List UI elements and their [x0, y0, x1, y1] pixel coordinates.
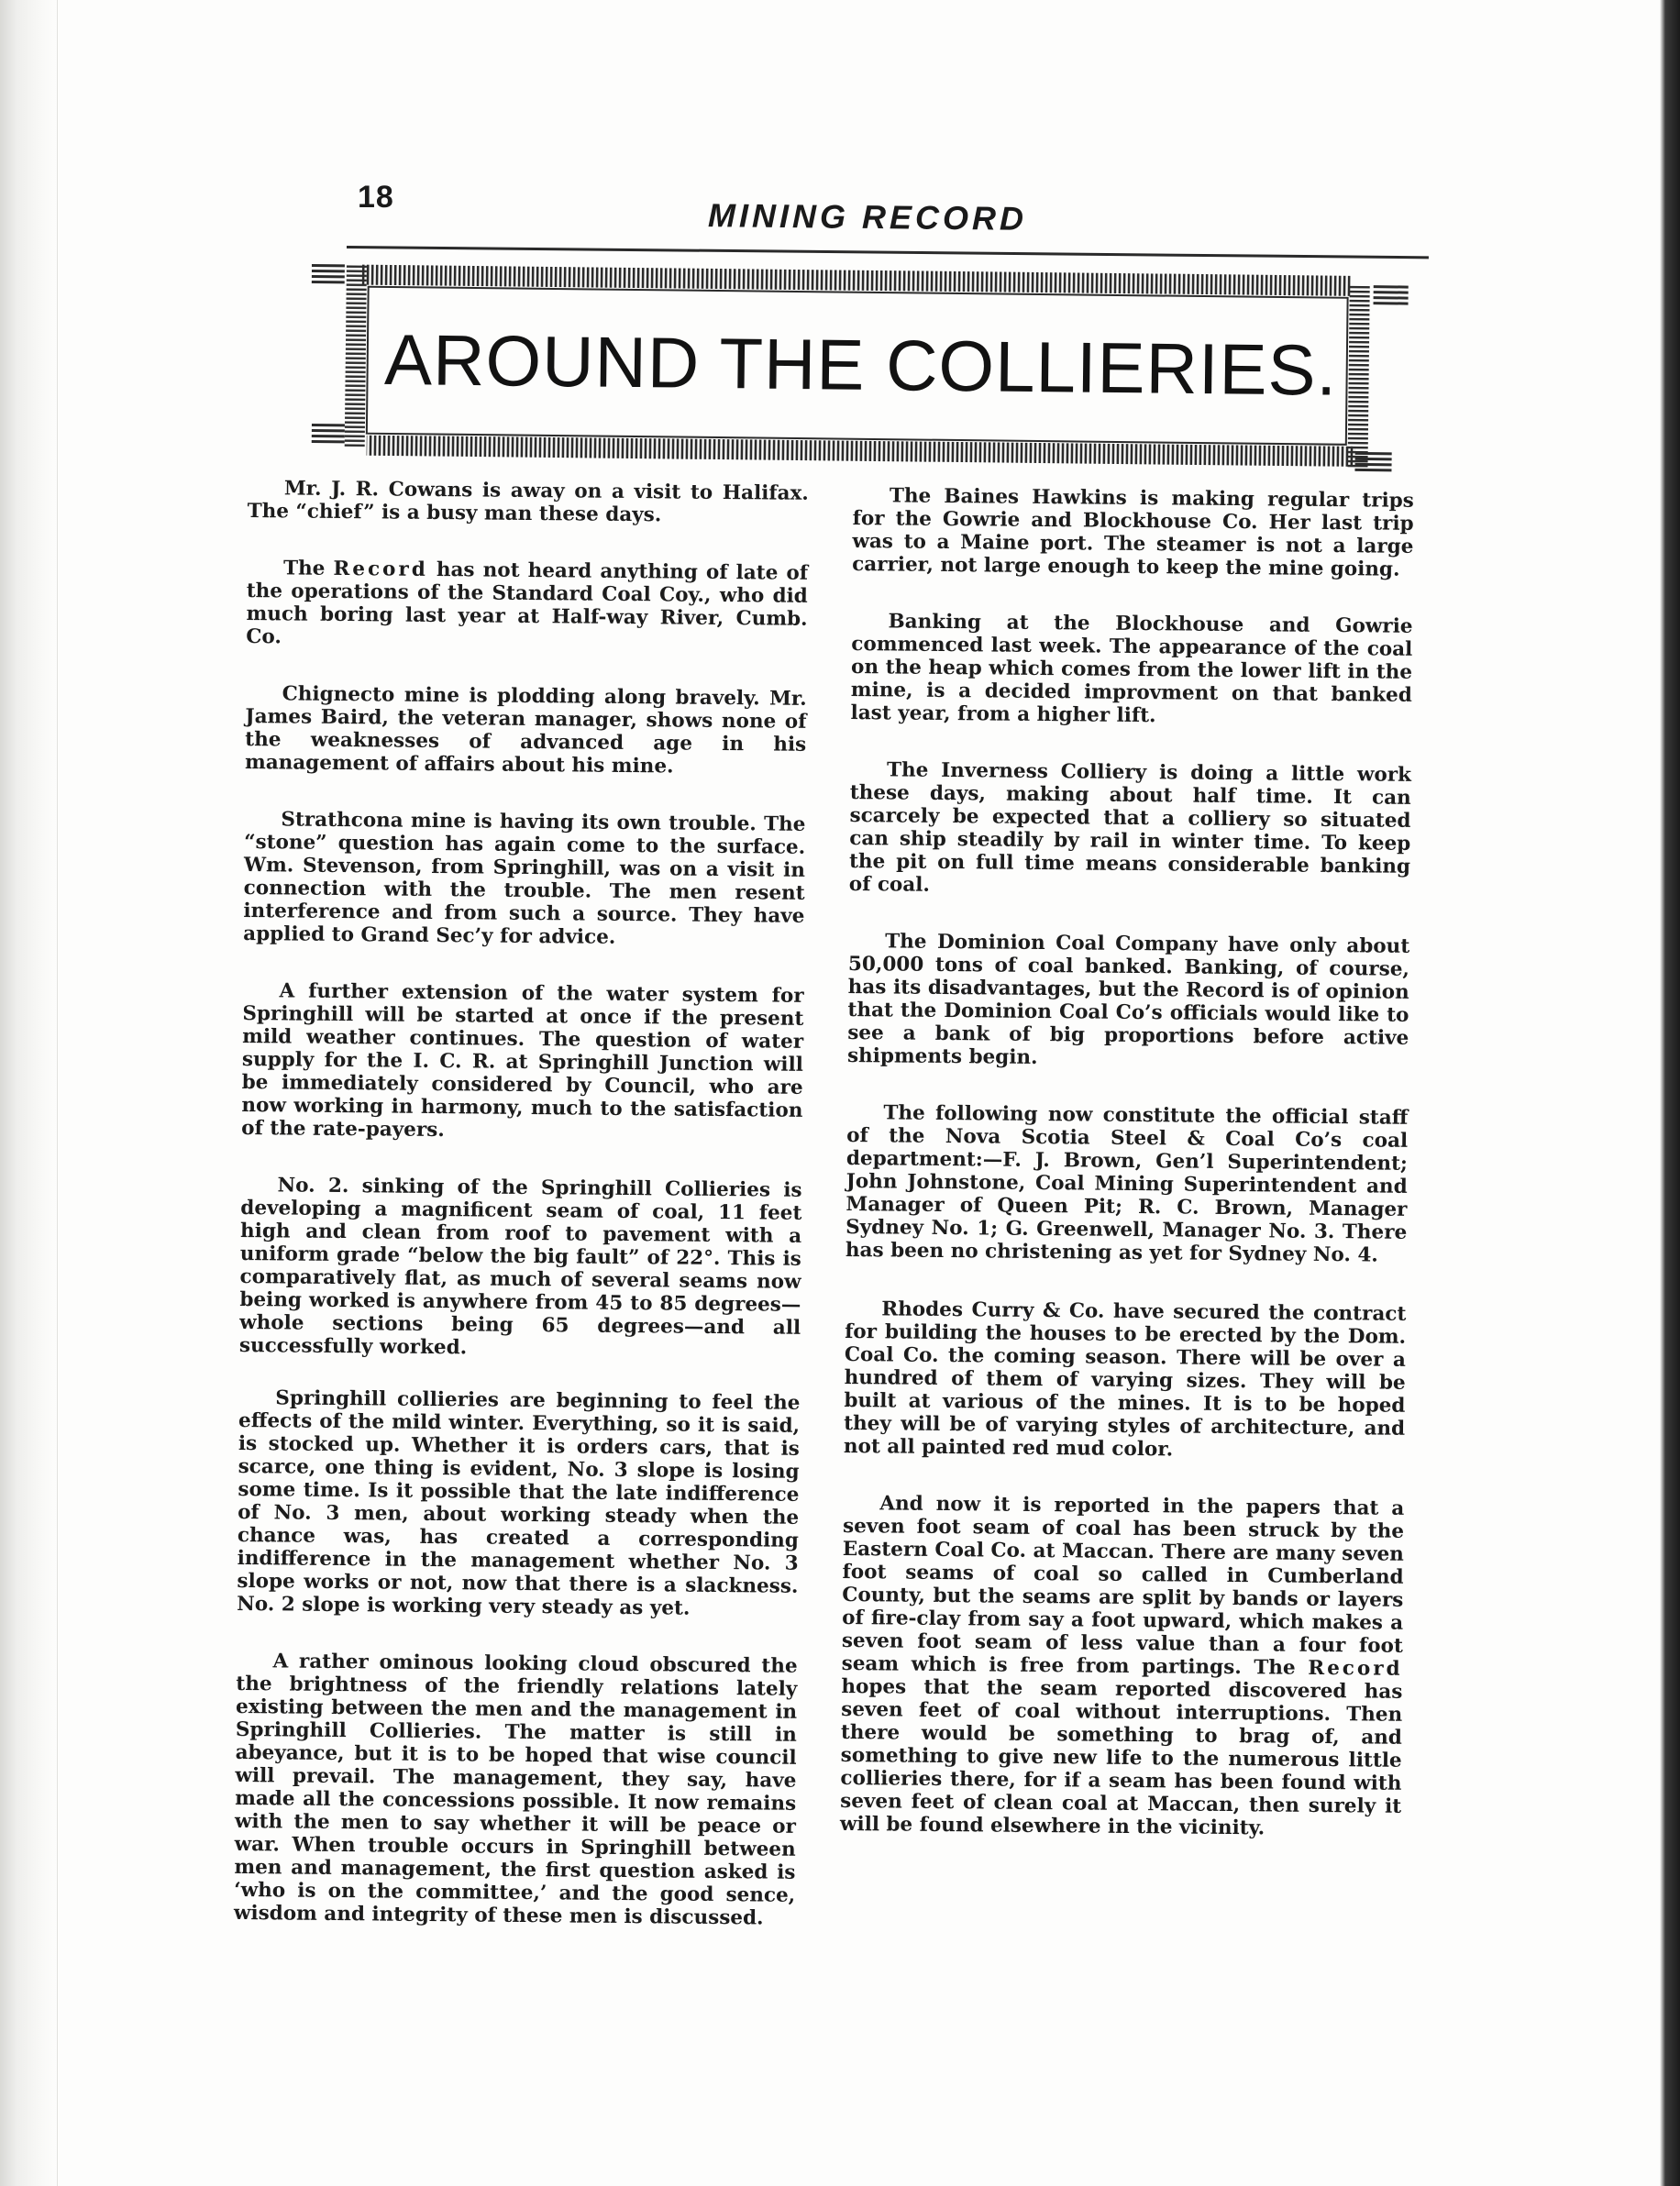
- paragraph-text: Mr. J. R. Cowans is away on a visit to Halifax. The “chief” is a busy man these days.: [247, 477, 809, 527]
- article-paragraph: [847, 930, 1409, 1073]
- paragraph-text: The following now constitute the official staff of the Nova Scotia Steel & Coal Co’s coal department:—F. J. Brown, Gen’l Superintendent; John Johnstone, Coal Mining Superintendent and Manager of Queen Pit; R. C. Brown, Manager Sydney No. 1; G. Greenwell, Manager No. 3. There has been no christening as yet for Sydney No. 4.: [845, 1101, 1409, 1267]
- binding-edge: [0, 0, 58, 2186]
- article-paragraph: [840, 1492, 1405, 1841]
- page-right-edge: [1660, 0, 1680, 2186]
- section-title: AROUND THE COLLIERIES.: [383, 318, 1338, 411]
- running-title: MINING RECORD: [707, 196, 1028, 237]
- article-paragraph: [850, 610, 1412, 730]
- paragraph-text: The Dominion Coal Company have only about 50,000 tons of coal banked. Banking, of course, has its disadvantages, but the Record is of opinion that the Dominion Coal Co’s officials would like to see a bank of big proportions before active shipments begin.: [846, 930, 1410, 1069]
- paragraph-text: Rhodes Curry & Co. have secured the contract for building the houses to be erected by the Dom. Coal Co. the coming season. There will be over a hundred of them of varying sizes. They will be built at various of the mines. It is to be hoped they will be of varying styles of architecture, and not all painted red mud color.: [843, 1297, 1407, 1462]
- paragraph-text: Chignecto mine is plodding along bravely. Mr. James Baird, the veteran manager, shows none of the weaknesses of advanced age in his management of affairs about his mine.: [244, 682, 807, 778]
- paragraph-text: The Baines Hawkins is making regular trips for the Gowrie and Blockhouse Co. Her last trip was to a Maine port. The steamer is not a large carrier, not large enough to keep the mine going.: [852, 484, 1414, 581]
- article-paragraph: [849, 758, 1411, 901]
- paragraph-text: Banking at the Blockhouse and Gowrie commenced last week. The appearance of the coal on the heap which comes from the lower lift in the mine, is a decided improvment on that banked last year, from a higher lift.: [850, 610, 1413, 728]
- article-paragraph: [846, 1101, 1409, 1267]
- article-paragraph: [246, 557, 808, 654]
- article-paragraph: [239, 1174, 802, 1363]
- article-paragraph: [241, 979, 804, 1145]
- article-paragraph: [234, 1650, 798, 1930]
- paragraph-text: Springhill collieries are beginning to feel the effects of the mild winter. Everything, so it is said, is stocked up. Whether it is orders cars, that is scarce, one thing is evident, No. 3 slope is losing some time. Is it possible that the late indifference of No. 3 men, about working steady when the chance was, has created a corresponding indifference in the management whether No. 3 slope works or not, now that there is a slackness. No. 2 slope is working very steady as yet.: [237, 1386, 801, 1620]
- right-column: [840, 484, 1414, 1841]
- paragraph-text: hopes that the seam reported discovered has seven feet of coal without interruptions. Then there would be something to brag of, and something to give new life to the numerous little collieries there, for if a seam has been found with seven feet of clean coal at Maccan, then surely it will be found elsewhere in the vicinity.: [839, 1674, 1403, 1840]
- page-number: 18: [358, 180, 394, 215]
- article-paragraph: [245, 682, 807, 779]
- paragraph-text: No. 2. sinking of the Springhill Collieries is developing a magnificent seam of coal, 11 feet high and clean from roof to pavement with a uniform grade “below the big fault” of 22°. This is comparatively flat, as much of several seams now being worked is anywhere from 45 to 85 degrees—whole sections being 65 degrees—and all successfully worked.: [238, 1174, 802, 1360]
- paragraph-text: has not heard anything of late of the operations of the Standard Coal Coy., who did much boring last year at Half-way River, Cumb. Co.: [246, 558, 809, 649]
- publication-name: Record: [1308, 1656, 1403, 1681]
- paragraph-text: The: [282, 557, 334, 580]
- article-paragraph: [852, 484, 1414, 581]
- paragraph-text: The Inverness Colliery is doing a little work these days, making about half time. It can scarcely be expected that a colliery so situated can ship steadily by rail in winter time. To keep the pit on full time means considerable banking of coal.: [848, 758, 1412, 897]
- paragraph-text: And now it is reported in the papers that a seven foot seam of coal has been struck by the Eastern Coal Co. at Maccan. There are many seven foot seams of coal so called in Cumberland County, but the seams are split by bands or layers of fire-clay from say a foot upward, which makes a seven foot seam of less value than a four foot seam which is free from partings. The: [841, 1492, 1405, 1680]
- article-paragraph: [844, 1297, 1407, 1463]
- title-banner: [310, 260, 1412, 473]
- paragraph-text: A rather ominous looking cloud obscured the the brightness of the friendly relations lately existing between the men and the management in Springhill Collieries. The matter is still in abeyance, but it is to be hoped that wise council will prevail. The management, they say, have made all the concessions possible. It now remains with the men to say whether it will be peace or war. When trouble occurs in Springhill between men and management, the first question asked is ‘who is on the committee,’ and the good sence, wisdom and integrity of these men is discussed.: [233, 1650, 798, 1930]
- article-paragraph: [248, 477, 809, 528]
- paragraph-text: A further extension of the water system for Springhill will be started at once if the present mild weather continues. The question of water supply for the I. C. R. at Springhill Junction will be immediately considered by Council, who are now working in harmony, much to the satisfaction of the rate-payers.: [241, 979, 804, 1143]
- paragraph-text: Strathcona mine is having its own trouble. The “stone” question has again come to the surface. Wm. Stevenson, from Springhill, was on a visit in connection with the trouble. The men resent interference and from such a source. They have applied to Grand Sec’y for advice.: [243, 808, 806, 949]
- left-column: [234, 477, 809, 1930]
- publication-name: Record: [333, 557, 428, 581]
- article-paragraph: [237, 1386, 800, 1621]
- article-paragraph: [243, 808, 805, 951]
